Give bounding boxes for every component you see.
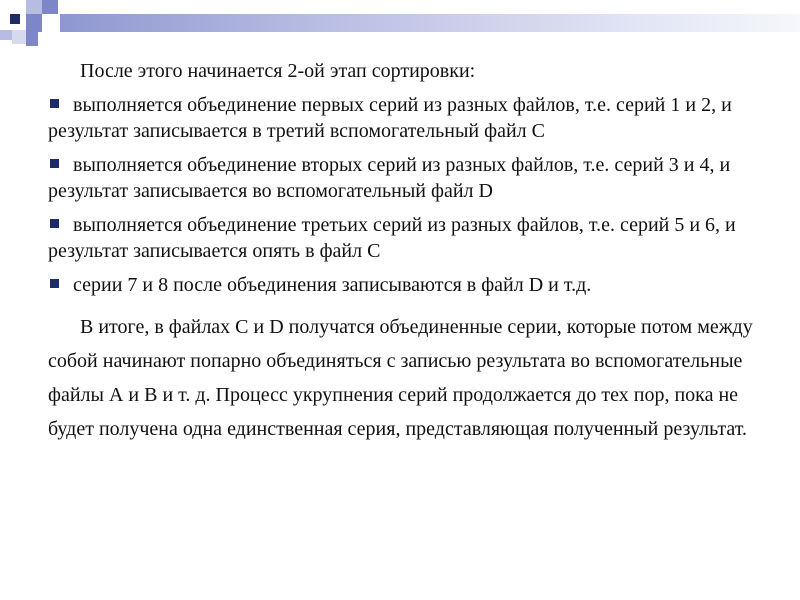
slide-content [48,58,758,466]
summary-text: В итоге, в файлах С и D получатся объединенные серии, которые потом между собой начинают попарно объединяться с записью результата во вспомогательные файлы А и В и т. д. Процесс укрупнения серий продолжается до тех пор, пока не будет получена одна единственная серия, представляющая полученный результат. [48,316,753,440]
decor-square-icon [26,32,38,46]
header-decoration [0,0,800,50]
square-bullet-icon [50,279,59,288]
bullet-text: серии 7 и 8 после объединения записываются в файл D и т.д. [73,274,592,296]
bullet-text: выполняется объединение третьих серий из разных файлов, т.е. серий 5 и 6, и результат записывается опять в файл С [48,214,736,262]
decor-square-icon [0,30,12,40]
bullet-item [48,92,758,144]
header-gradient-bar [60,14,800,32]
square-bullet-icon [50,99,59,108]
bullet-item [48,212,758,264]
square-bullet-icon [50,159,59,168]
intro-text: После этого начинается 2-ой этап сортировки: [80,60,476,82]
decor-square-icon [26,14,42,32]
bullet-text: выполняется объединение вторых серий из разных файлов, т.е. серий 3 и 4, и результат записывается во вспомогательный файл D [48,154,731,202]
decor-square-icon [12,30,26,44]
bullet-text: выполняется объединение первых серий из разных файлов, т.е. серий 1 и 2, и результат записывается в третий вспомогательный файл С [48,94,732,142]
decor-square-icon [10,14,20,24]
decor-square-icon [42,0,58,14]
square-bullet-icon [50,219,59,228]
bullet-item [48,152,758,204]
bullet-item [48,272,758,298]
decor-square-icon [26,0,42,14]
